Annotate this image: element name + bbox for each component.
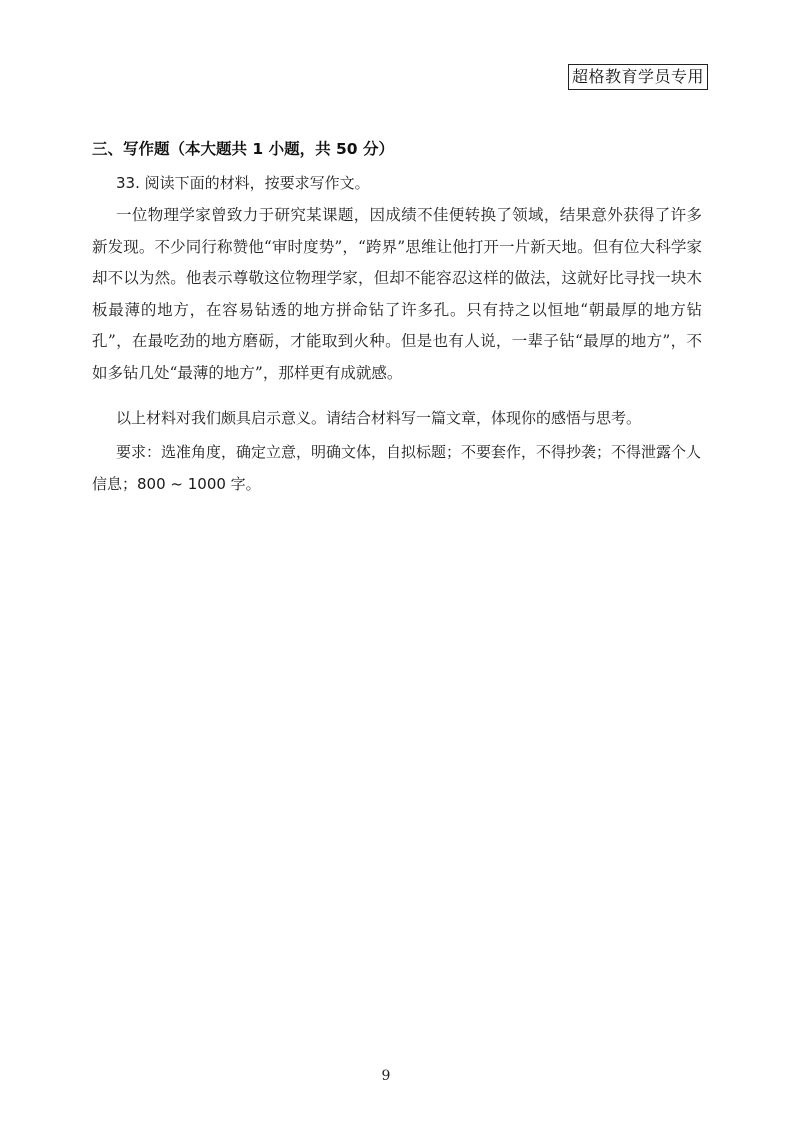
page-number: 9 (381, 1068, 391, 1084)
student-only-stamp: 超格教育学员专用 (568, 64, 708, 90)
reading-material: 一位物理学家曾致力于研究某课题，因成绩不佳便转换了领域，结果意外获得了许多新发现。不少同行称赞他“审时度势”，“跨界”思维让他打开一片新天地。但有位大科学家却不以为然。他表示尊敬这位物理学家，但却不能容忍这样的做法，这就好比寻找一块木板最薄的地方，在容易钻透的地方拼命钻了许多孔。只有持之以恒地“朝最厚的地方钻孔”，在最吃劲的地方磨砺，才能取到火种。但是也有人说，一辈子钻“最厚的地方”，不如多钻几处“最薄的地方”，那样更有成就感。 (92, 206, 702, 382)
section-title: 三、写作题（本大题共 1 小题，共 50 分） (92, 140, 394, 158)
writing-instruction: 以上材料对我们颇具启示意义。请结合材料写一篇文章，体现你的感悟与思考。 (116, 409, 642, 427)
question-prompt: 33. 阅读下面的材料，按要求写作文。 (116, 174, 370, 192)
writing-requirements: 要求：选准角度，确定立意，明确文体，自拟标题；不要套作，不得抄袭；不得泄露个人信息；800 ~ 1000 字。 (92, 443, 702, 493)
